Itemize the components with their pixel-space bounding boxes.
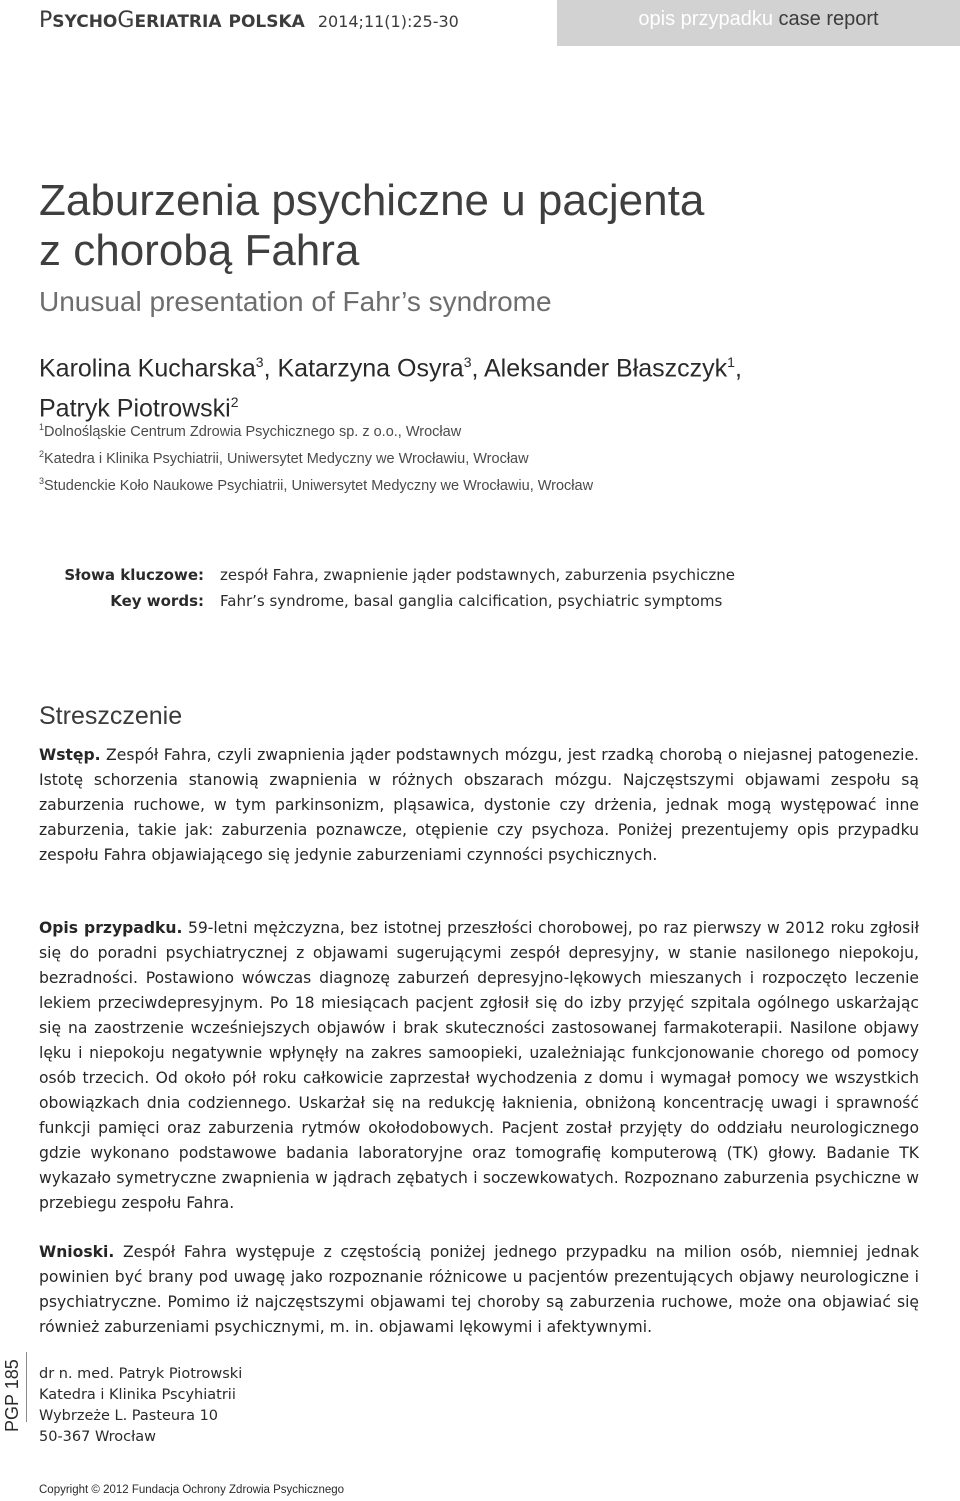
author-affiliation-mark: 3: [255, 354, 264, 370]
author-list: Karolina Kucharska$^3$, Katarzyna Osyra$^3$, Aleksander Błaszczyk$^1$, Patryk Piotrowski$^2$: [39, 354, 742, 423]
author-name: Patryk Piotrowski: [39, 394, 231, 423]
affiliation-text: Studenckie Koło Naukowe Psychiatrii, Uniwersytet Medyczny we Wrocławiu, Wrocław: [44, 477, 594, 494]
affiliation-item: [39, 443, 593, 470]
contact-line: dr n. med. Patryk Piotrowski: [39, 1366, 243, 1382]
author-affiliation-mark: 2: [230, 394, 239, 411]
author-affiliation-mark: 3: [463, 354, 472, 370]
keywords-pl-value: zespół Fahra, zwapnienie jąder podstawnych, zaburzenia psychiczne: [220, 566, 736, 584]
author-affiliation-mark: 1: [727, 354, 735, 370]
affiliation-text: Katedra i Klinika Psychiatrii, Uniwersytet Medyczny we Wrocławiu, Wrocław: [44, 450, 529, 467]
contact-line: Wybrzeże L. Pasteura 10: [39, 1408, 219, 1424]
conclusions-label: Wnioski.: [39, 1243, 115, 1261]
abstract-conclusions: [39, 1240, 919, 1340]
author-name: Katarzyna Osyra: [277, 354, 464, 383]
conclusions-text: Zespół Fahra występuje z częstością poniżej jednego przypadku na milion osób, niemniej jednak powinien być brany pod uwagę jako rozpoznanie różnicowe u pacjentów prezentujących objawy neurologiczne i psychiatryczne. Pomimo iż najczęstszymi objawami tej choroby są zaburzenia ruchowe, może ona objawiać się również zaburzeniami psychicznymi, m. in. objawami lękowymi i afektywnymi.: [39, 1243, 919, 1336]
journal-eriatria: ERIATRIA: [134, 12, 222, 32]
abstract-heading: Streszczenie: [39, 702, 183, 730]
journal-issue: 2014;11(1):25-30: [317, 12, 459, 31]
article-type-label: [557, 8, 960, 31]
article-type-pl: opis przypadku: [638, 8, 773, 30]
keywords-en-value: Fahr’s syndrome, basal ganglia calcification, psychiatric symptoms: [220, 592, 723, 610]
keywords-en-label: Key words:: [110, 592, 204, 610]
page-label-divider: [26, 1352, 27, 1422]
article-type-en: case report: [778, 8, 879, 30]
page-label-box: [2, 1352, 22, 1442]
journal-initial-p: P: [39, 8, 53, 33]
affiliation-number: 1: [39, 422, 45, 432]
page-label: PGP 185: [2, 1359, 22, 1432]
correspondence-address: [39, 1364, 242, 1448]
author-name: Karolina Kucharska: [39, 354, 256, 383]
journal-initial-g: G: [117, 8, 135, 33]
author-name: Aleksander Błaszczyk: [484, 354, 728, 383]
case-text: 59-letni mężczyzna, bez istotnej przeszłości chorobowej, po raz pierwszy w 2012 roku zgłosił się do poradni psychiatrycznej z objawami sugerującymi zespół depresyjny, w stanie nasilonego niepokoju, bezradności. Postawiono wówczas diagnozę zaburzeń depresyjno-lękowych mieszanych i rozpoczęto leczenie lekiem przeciwdepresyjnym. Po 18 miesiącach pacjent zgłosił się do izby przyjęć szpitala ogólnego uskarżając się na zaostrzenie wcześniejszych objawów i brak skuteczności zastosowanej farmakoterapii. Nasilone objawy lęku i niepokoju negatywnie wpłynęły na zakres samoopieki, uzależniając funkcjonowanie chorego od pomocy osób trzecich. Od około pół roku całkowicie zaprzestał wychodzenia z domu i wymagał pomocy we wszystkich obowiązkach dnia codziennego. Uskarżał się na redukcję łaknienia, obniżoną koncentrację uwagi i sprawność funkcji pamięci oraz zaburzenia rytmów okołodobowych. Pacjent został przyjęty do oddziału neurologicznego gdzie wykonano podstawowe badania laboratoryjne oraz tomografię komputerową (TK) głowy. Badanie TK wykazało symetryczne zwapnienia w jądrach zębatych i soczewkowatych. Rozpoznano zaburzenia psychiczne w przebiegu zespołu Fahra.: [39, 919, 919, 1212]
keywords-pl-label: Słowa kluczowe:: [64, 566, 204, 584]
article-title: [39, 176, 919, 276]
journal-name: [39, 8, 459, 33]
title-line-1: Zaburzenia psychiczne u pacjenta: [39, 176, 705, 225]
contact-line: 50-367 Wrocław: [39, 1429, 157, 1445]
case-label: Opis przypadku.: [39, 919, 183, 937]
affiliation-number: 2: [39, 448, 45, 459]
affiliation-item: [39, 416, 593, 443]
abstract-introduction: [39, 743, 919, 868]
affiliation-text: Dolnośląskie Centrum Zdrowia Psychicznego sp. z o.o., Wrocław: [44, 423, 462, 440]
journal-sycho: SYCHO: [52, 12, 118, 32]
introduction-label: Wstęp.: [39, 746, 101, 764]
affiliation-list: [39, 416, 593, 496]
introduction-text: Zespół Fahra, czyli zwapnienia jąder podstawnych mózgu, jest rzadką chorobą o niejasnej patogenezie. Istotę schorzenia stanowią zwapnienia w różnych obszarach mózgu. Najczęstszymi objawami zespołu są zaburzenia ruchowe, w tym parkinsonizm, pląsawica, dystonie czy drżenia, jednak mogą występować inne zaburzenia, takie jak: zaburzenia poznawcze, otępienie czy psychoza. Poniżej prezentujemy opis przypadku zespołu Fahra objawiającego się jedynie zaburzeniami czynności psychicznych.: [39, 746, 919, 864]
copyright-notice: Copyright © 2012 Fundacja Ochrony Zdrowia Psychicznego: [39, 1484, 345, 1496]
affiliation-number: 3: [39, 475, 45, 486]
affiliation-item: [39, 470, 593, 497]
contact-line: Katedra i Klinika Pscyhiatrii: [39, 1387, 236, 1403]
article-subtitle: Unusual presentation of Fahr’s syndrome: [39, 286, 552, 317]
journal-polska: POLSKA: [228, 12, 305, 32]
abstract-case-description: [39, 916, 919, 1216]
title-line-2: z chorobą Fahra: [39, 226, 360, 275]
